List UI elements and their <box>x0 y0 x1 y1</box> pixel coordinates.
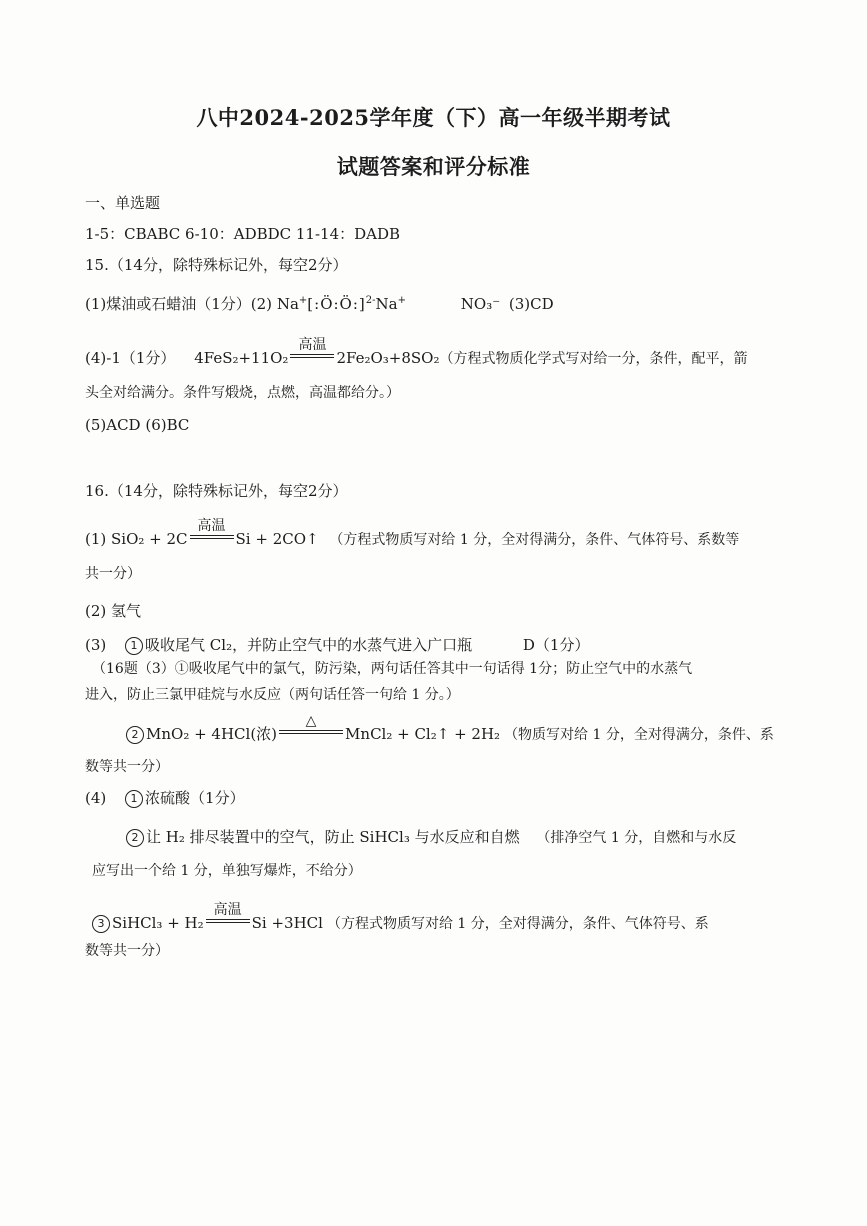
q15-line-2 <box>85 337 748 369</box>
reaction-condition-arrow <box>279 713 343 739</box>
reaction-condition: 高温 <box>298 337 327 353</box>
page-title: 八中2024-2025学年度（下）高一年级半期考试 <box>196 105 671 130</box>
reaction-condition: 高温 <box>197 518 226 534</box>
scoring-note-cont: 数等共一分） <box>85 759 169 775</box>
circled-number: 1 <box>125 637 143 655</box>
circled-number: 3 <box>92 915 110 933</box>
equation-reactants: MnO₂ + 4HCl(浓) <box>146 725 278 743</box>
reaction-condition-arrow <box>206 902 250 928</box>
circled-number: 1 <box>125 790 143 808</box>
q16-header: 16.（14分，除特殊标记外，每空2分） <box>85 482 348 500</box>
q16-line-4-3 <box>92 902 709 934</box>
reaction-condition-arrow <box>190 518 234 544</box>
q16-sub-4-label: (4) <box>85 789 107 807</box>
scoring-note-cont: 共一分） <box>85 566 141 582</box>
q16-line-1 <box>85 518 740 550</box>
scoring-note: （16题（3）①吸收尾气中的氯气，防污染，两句话任答其中一句话得 1分；防止空气中的水蒸气 <box>92 661 693 677</box>
q16-line-4 <box>85 788 245 808</box>
scoring-note: （方程式物质写对给 1 分，全对得满分，条件、气体符号、系 <box>326 916 709 932</box>
equation-reactants: 4FeS₂+11O₂ <box>194 349 289 367</box>
scoring-note-cont: 数等共一分） <box>85 943 169 959</box>
scoring-note: （物质写对给 1 分，全对得满分，条件、系 <box>504 727 774 743</box>
circled-number: 2 <box>126 829 144 847</box>
reaction-condition: 高温 <box>213 902 242 918</box>
q16-line-4-2 <box>126 827 736 848</box>
scoring-note-cont: 进入，防止三氯甲硅烷与水反应（两句话任答一句给 1 分。） <box>85 687 460 703</box>
q15-answer-1-2: (1)煤油或石蜡油（1分）(2) <box>85 295 273 313</box>
q15-line-1: (1)煤油或石蜡油（1分）(2) Na+[:Ö:Ö:]$^{2-}$Na+ NO₃⁻ (3)CD <box>85 295 554 313</box>
q16-line-3-2 <box>126 713 774 745</box>
scoring-note-cont: 应写出一个给 1 分，单独写爆炸，不给分） <box>92 863 362 879</box>
equation-reactants: (1) SiO₂ + 2C <box>85 530 188 548</box>
page-subtitle: 试题答案和评分标准 <box>336 154 531 179</box>
q16-answer-2: (2) 氢气 <box>85 602 142 620</box>
electron-formula-na-left: Na+ <box>276 295 308 313</box>
equation-products: MnCl₂ + Cl₂↑ + 2H₂ <box>345 725 501 743</box>
electron-formula-na-right: Na+ <box>375 295 406 313</box>
scoring-note-cont: 头全对给满分。条件写煅烧，点燃，高温都给分。） <box>85 385 400 401</box>
q15-answer-4: (4)-1（1分） <box>85 349 176 367</box>
nitrate-ion: NO₃⁻ <box>460 295 501 313</box>
scoring-note: （方程式物质写对给 1 分，全对得满分，条件、气体符号、系数等 <box>329 532 740 548</box>
equation-products: Si + 2CO↑ <box>235 530 319 548</box>
electron-formula-peroxide: [:Ö:Ö:] <box>307 295 366 313</box>
q16-line-3 <box>85 635 589 655</box>
q15-answer-5-6: (5)ACD (6)BC <box>85 416 190 434</box>
q15-answer-3: (3)CD <box>508 295 554 313</box>
q16-answer-3-choice: D（1分） <box>522 636 590 654</box>
scoring-note: （方程式物质化学式写对给一分，条件，配平，箭 <box>439 351 748 367</box>
equation-products: Si +3HCl <box>251 914 323 932</box>
equation-reactants: SiHCl₃ + H₂ <box>112 914 204 932</box>
equation-products: 2Fe₂O₃+8SO₂ <box>336 349 440 367</box>
reaction-condition-arrow <box>290 337 334 363</box>
q16-sub-3-label: (3) <box>85 636 107 654</box>
q16-answer-3-1: 吸收尾气 Cl₂，并防止空气中的水蒸气进入广口瓶 <box>145 636 473 654</box>
single-choice-answers: 1-5：CBABC 6-10：ADBDC 11-14：DADB <box>85 225 401 243</box>
circled-number: 2 <box>126 726 144 744</box>
scoring-note: （排净空气 1 分，自燃和与水反 <box>536 830 737 846</box>
section-heading-single-choice: 一、单选题 <box>85 194 161 212</box>
reaction-condition: △ <box>305 713 317 729</box>
q15-header: 15.（14分，除特殊标记外，每空2分） <box>85 256 348 274</box>
q16-answer-4-1: 浓硫酸（1分） <box>145 789 245 807</box>
q16-answer-4-2: 让 H₂ 排尽装置中的空气，防止 SiHCl₃ 与水反应和自燃 <box>146 828 520 846</box>
